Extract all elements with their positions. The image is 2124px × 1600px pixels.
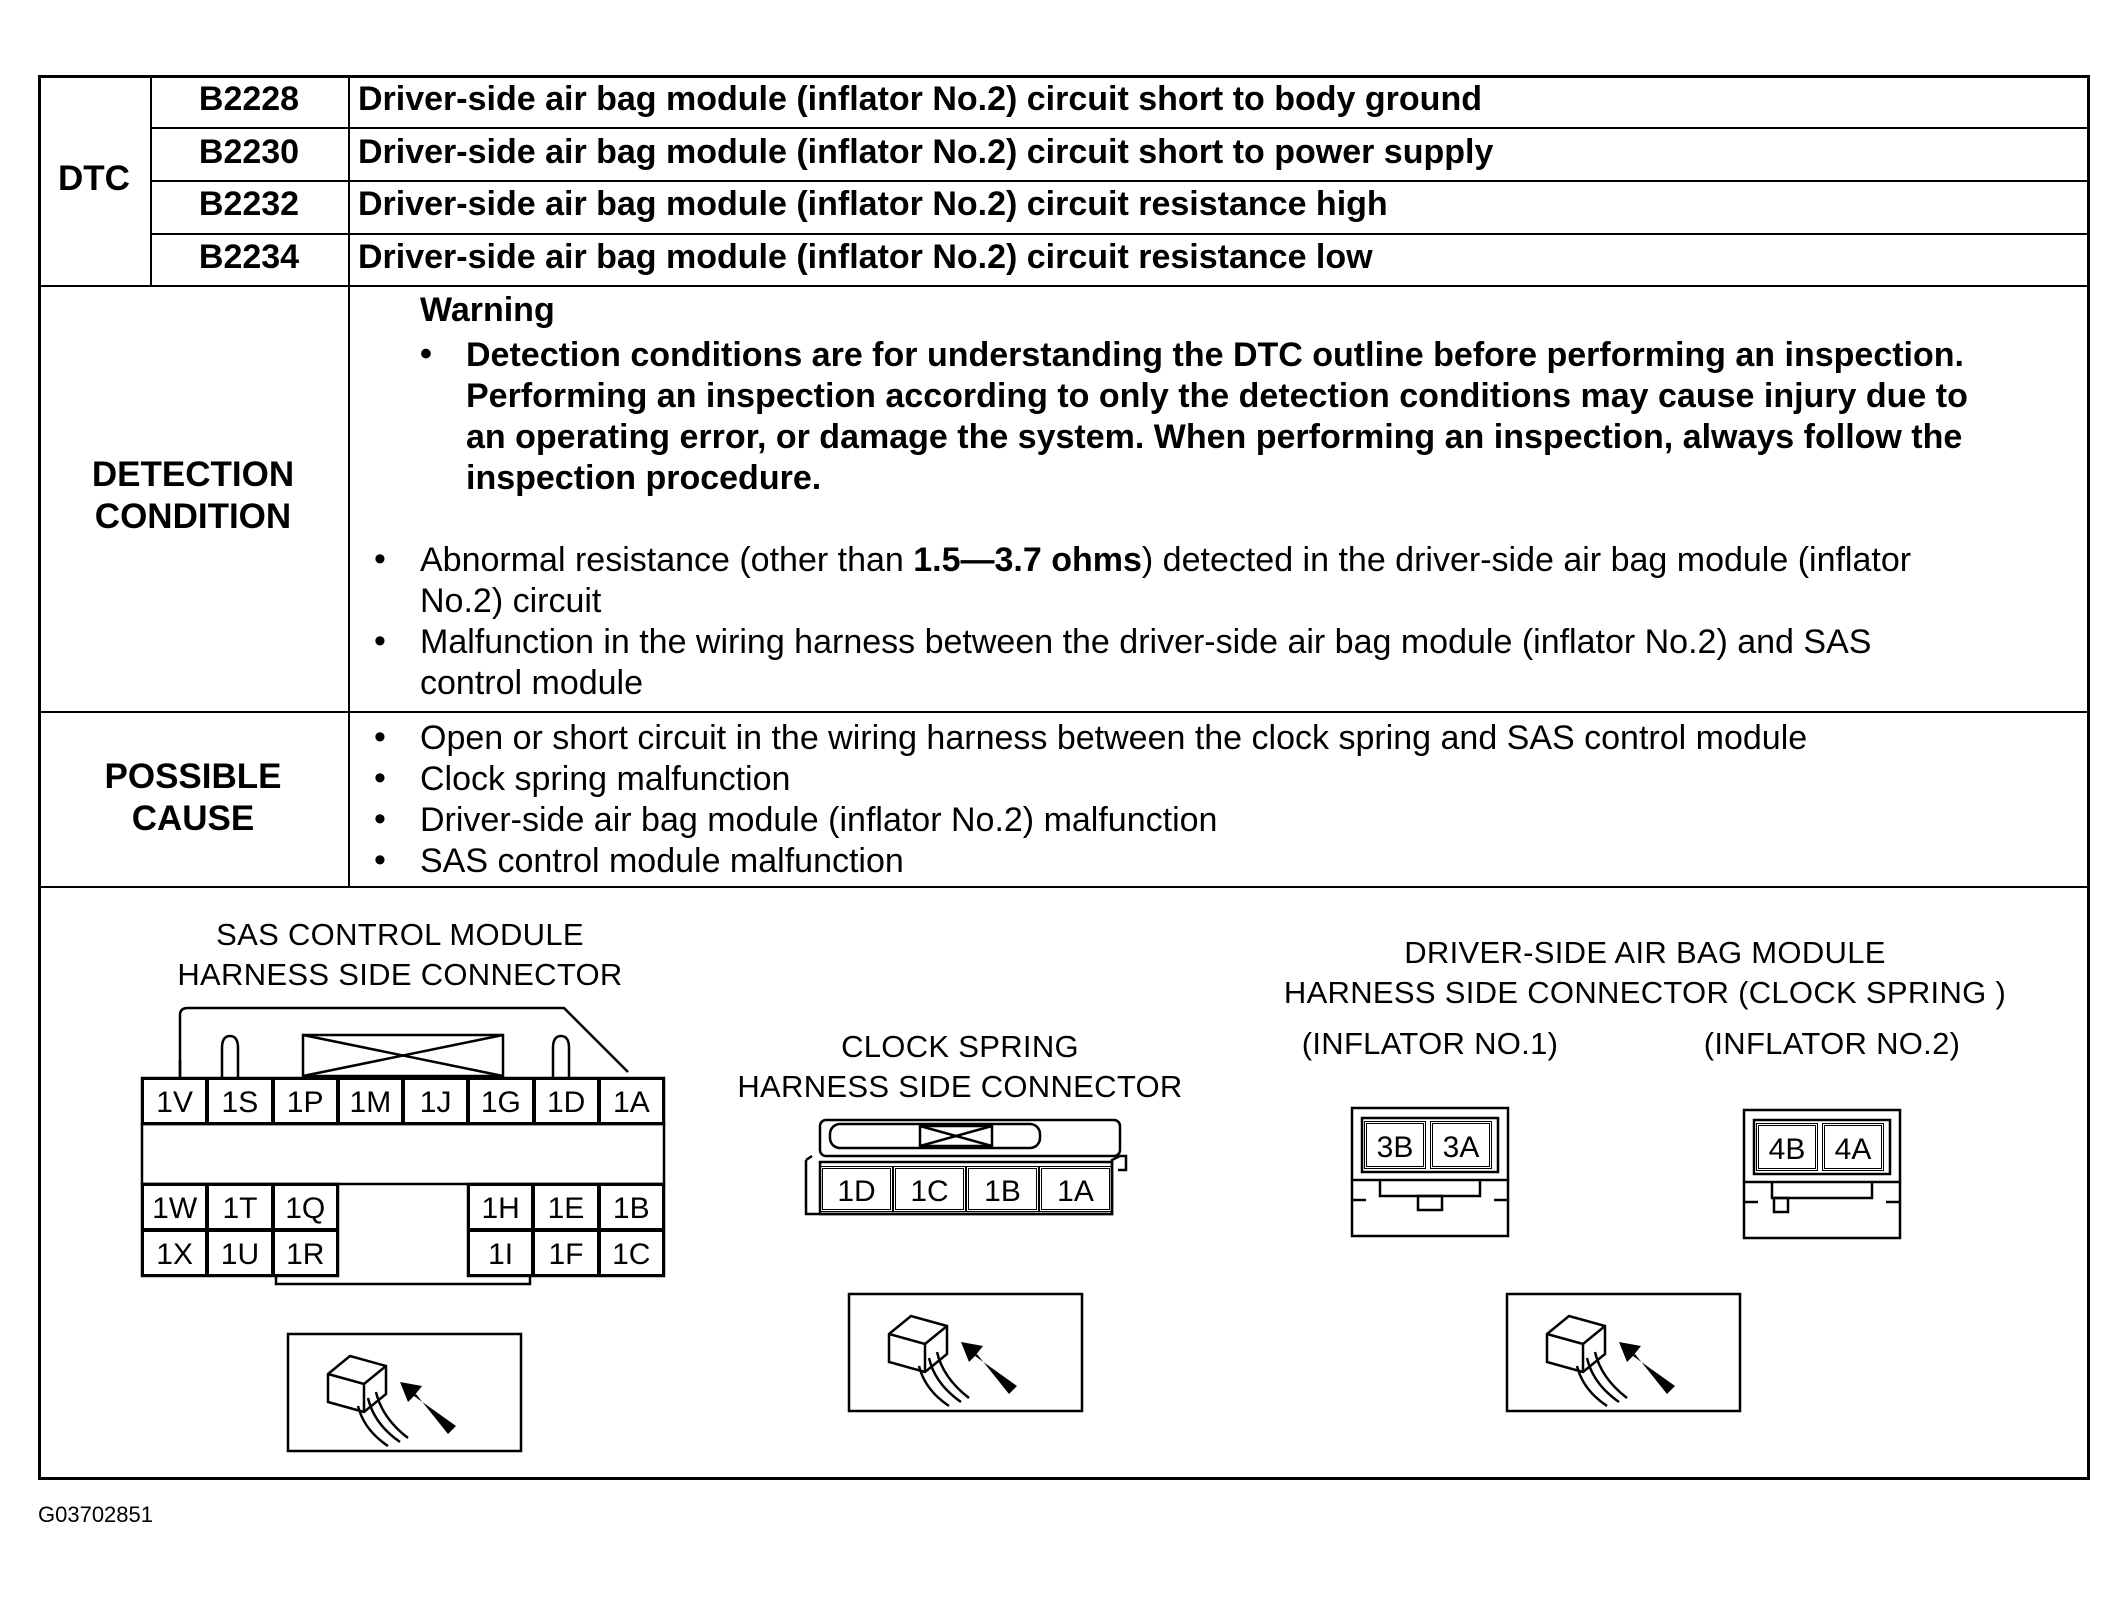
dtc-label: DTC [58, 159, 130, 198]
dtc-description: Driver-side air bag module (inflator No.2) circuit short to power supply [358, 133, 1494, 171]
detection-item-continued: control module [420, 664, 644, 702]
connector-pin: 1R [273, 1230, 338, 1276]
connector-pin: 1C [599, 1230, 664, 1276]
warning-line: Performing an inspection according to only the detection conditions may cause injury due to [466, 377, 1968, 415]
arrow-icon [961, 1342, 1017, 1394]
dtc-code: B2234 [198, 238, 300, 276]
arrow-icon [400, 1382, 456, 1434]
dtc-code: B2228 [198, 80, 300, 118]
bullet-icon: • [374, 800, 386, 838]
warning-line: inspection procedure. [466, 459, 822, 497]
connector-pin: 1C [893, 1166, 966, 1212]
detection-item: Malfunction in the wiring harness between the driver-side air bag module (inflator No.2) and SAS [420, 623, 1872, 661]
harness-connector-icon [1507, 1294, 1740, 1411]
warning-title: Warning [420, 291, 555, 329]
dtc-description: Driver-side air bag module (inflator No.2) circuit short to body ground [358, 80, 1482, 118]
connector-pin: 1I [468, 1230, 533, 1276]
harness-connector-icon [849, 1294, 1082, 1411]
connector-pin: 1T [207, 1184, 272, 1230]
detection-item-text: Abnormal resistance (other than [420, 541, 914, 579]
connector-pin: 1X [142, 1230, 207, 1276]
cause-item: Clock spring malfunction [420, 760, 791, 798]
sas-title-line1: SAS CONTROL MODULE [216, 917, 584, 952]
resistance-range: 1.5—3.7 ohms [913, 541, 1142, 579]
connector-pin: 3A [1430, 1121, 1492, 1169]
airbag-connector-title [1260, 933, 2030, 1013]
dtc-description: Driver-side air bag module (inflator No.2) circuit resistance low [358, 238, 1373, 276]
connector-pin: 4B [1756, 1123, 1818, 1171]
inflator1-label: (INFLATOR NO.1) [1301, 1026, 1559, 1061]
bullet-icon: • [374, 841, 386, 879]
cause-item: Driver-side air bag module (inflator No.2) malfunction [420, 801, 1218, 839]
connector-pin: 1V [142, 1078, 207, 1124]
connector-pin: 1B [599, 1184, 664, 1230]
detection-item-continued: No.2) circuit [420, 582, 602, 620]
connector-pin: 1H [468, 1184, 533, 1230]
harness-connector-icon [288, 1334, 521, 1451]
clock-title-line1: CLOCK SPRING [841, 1029, 1079, 1064]
figure-id: G03702851 [38, 1502, 153, 1527]
clock-spring-connector-title [700, 1027, 1220, 1107]
airbag-title-line2: HARNESS SIDE CONNECTOR (CLOCK SPRING ) [1283, 975, 2007, 1010]
arrow-icon [1619, 1342, 1675, 1394]
airbag-title-line1: DRIVER-SIDE AIR BAG MODULE [1404, 935, 1886, 970]
sas-title-line2: HARNESS SIDE CONNECTOR [177, 957, 623, 992]
connector-pin: 1W [142, 1184, 207, 1230]
connector-pin: 1Q [273, 1184, 338, 1230]
clock-title-line2: HARNESS SIDE CONNECTOR [737, 1069, 1183, 1104]
connector-pin: 4A [1822, 1123, 1884, 1171]
cause-label-line1: POSSIBLE [104, 757, 282, 796]
bullet-icon: • [420, 335, 432, 373]
inflator2-label: (INFLATOR NO.2) [1703, 1026, 1961, 1061]
connector-pin: 1F [533, 1230, 598, 1276]
detection-label-line1: DETECTION [91, 455, 295, 494]
connector-pin: 1D [534, 1078, 599, 1124]
connector-pin: 1A [1039, 1166, 1112, 1212]
warning-line: Detection conditions are for understanding the DTC outline before performing an inspection. [466, 336, 1964, 374]
connector-pin: 1S [207, 1078, 272, 1124]
bullet-icon: • [374, 540, 386, 578]
dtc-description: Driver-side air bag module (inflator No.2) circuit resistance high [358, 185, 1388, 223]
bullet-icon: • [374, 718, 386, 756]
cause-item: Open or short circuit in the wiring harness between the clock spring and SAS control module [420, 719, 1808, 757]
dtc-code: B2232 [198, 185, 300, 223]
detection-label-line2: CONDITION [94, 497, 292, 536]
connector-pin: 1D [820, 1166, 893, 1212]
connector-pin: 1E [533, 1184, 598, 1230]
connector-pin: 1B [966, 1166, 1039, 1212]
dtc-code: B2230 [198, 133, 300, 171]
connector-pin: 1G [468, 1078, 533, 1124]
warning-line: an operating error, or damage the system. When performing an inspection, always follow the [466, 418, 1963, 456]
connector-pin: 1J [403, 1078, 468, 1124]
connector-pin: 3B [1364, 1121, 1426, 1169]
connector-pin: 1P [273, 1078, 338, 1124]
connector-pin: 1A [599, 1078, 664, 1124]
cause-label-line2: CAUSE [131, 799, 255, 838]
connector-pin: 1M [338, 1078, 403, 1124]
cause-item: SAS control module malfunction [420, 842, 904, 880]
bullet-icon: • [374, 759, 386, 797]
connector-pin: 1U [207, 1230, 272, 1276]
bullet-icon: • [374, 622, 386, 660]
detection-item-text: ) detected in the driver-side air bag module (inflator [1141, 541, 1912, 579]
